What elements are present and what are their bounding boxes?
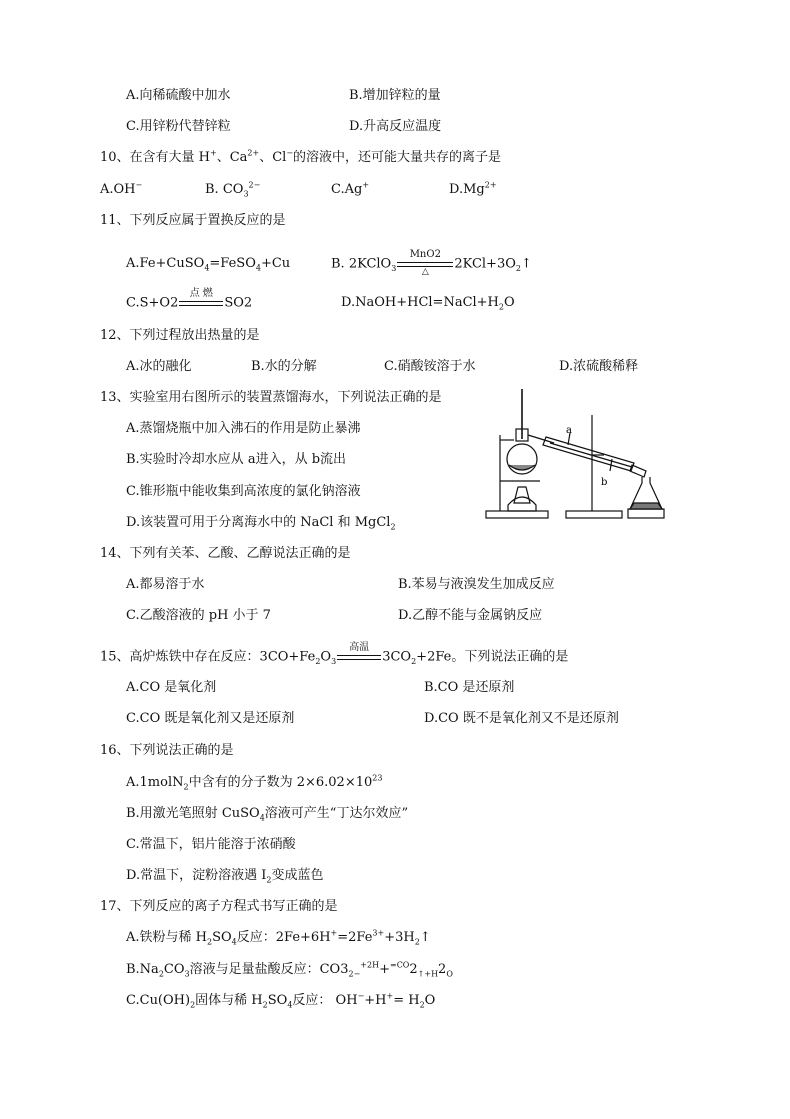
q16-option-b: B.用激光笔照射 CuSO$_4$溶液可产生“丁达尔效应” <box>126 806 409 823</box>
reaction-condition-arrow: MnO2 △ <box>397 256 453 272</box>
q15-stem: 15、高炉炼铁中存在反应：$3CO+Fe_2O_3$ 高温 $3CO_2+2Fe$。下列说法正确的是 <box>100 642 569 667</box>
q17-option-a: A.铁粉与稀 $H_2SO_4$反应：$2Fe+6H^+=2Fe^{3+}+3H_2↑$ <box>126 928 431 947</box>
label-b: b <box>601 477 608 488</box>
q14-option-b: B.苯易与液溴发生加成反应 <box>398 577 555 592</box>
alcohol-lamp <box>514 487 530 503</box>
q10-stem: 10、在含有大量 H+、$Ca^{2+}$、Cl−的溶液中，还可能大量共存的离子是 <box>100 148 502 165</box>
q15-option-d: D.CO 既不是氧化剂又不是还原剂 <box>424 711 619 726</box>
q12-option-c: C.硝酸铵溶于水 <box>384 359 476 374</box>
distillation-apparatus-figure <box>484 385 674 523</box>
q16-stem: 16、下列说法正确的是 <box>100 743 234 758</box>
q12-option-a: A.冰的融化 <box>126 359 192 374</box>
q15-option-a: A.CO 是氧化剂 <box>126 680 217 695</box>
q10-option-d: $D.Mg^{2+}$ <box>449 180 497 197</box>
q15-option-b: B.CO 是还原剂 <box>424 680 515 695</box>
q9-option-c: C.用锌粉代替锌粒 <box>126 119 231 134</box>
q14-stem: 14、下列有关苯、乙酸、乙醇说法正确的是 <box>100 546 351 561</box>
q11-option-d: $D.NaOH+HCl=NaCl+H_2O$ <box>341 295 515 312</box>
left-stand-base <box>486 511 548 518</box>
reaction-condition-arrow: 高温 <box>337 649 381 665</box>
q14-option-d: D.乙醇不能与金属钠反应 <box>398 608 543 623</box>
q17-stem: 17、下列反应的离子方程式书写正确的是 <box>100 899 338 914</box>
q12-stem: 12、下列过程放出热量的是 <box>100 328 260 343</box>
q13-option-b: B.实验时冷却水应从 a进入，从 b流出 <box>126 452 347 467</box>
q10-option-b: B. $CO_3^{2-}$ <box>205 180 261 199</box>
q9-option-d: D.升高反应温度 <box>349 119 442 134</box>
q17-option-b: $B.Na_2CO_3$溶液与足量盐酸反应：$CO3_{2-}^{+2H}+^{=CO}2_{↑+H}2_O$ <box>126 960 453 979</box>
label-a: a <box>566 425 572 436</box>
collection-base <box>628 509 664 518</box>
q16-option-d: D.常温下，淀粉溶液遇 $I_2$变成蓝色 <box>126 868 324 885</box>
q14-option-a: A.都易溶于水 <box>126 577 205 592</box>
q10-option-a: A.OH− <box>100 180 143 197</box>
q17-option-c: $C.Cu(OH)_2$固体与稀 $H_2SO_4$反应： $OH^-+H^+= H_2O$ <box>126 991 436 1010</box>
q14-option-c: C.乙酸溶液的 pH 小于 7 <box>126 608 271 623</box>
q11-option-b: B. 2KClO$_3$ MnO2 △ $2KCl+3O_2↑$ <box>331 249 532 277</box>
right-stand-base <box>566 511 622 518</box>
q15-option-c: C.CO 既是氧化剂又是还原剂 <box>126 711 295 726</box>
q9-option-a: A.向稀硫酸中加水 <box>126 88 231 103</box>
q13-stem: 13、实验室用右图所示的装置蒸馏海水，下列说法正确的是 <box>100 390 442 405</box>
q10-option-c: C.Ag+ <box>331 180 370 197</box>
q12-option-d: D.浓硫酸稀释 <box>559 359 639 374</box>
q13-option-d: D.该装置可用于分离海水中的 NaCl 和 MgCl$_2$ <box>126 515 396 532</box>
q12-option-b: B.水的分解 <box>251 359 317 374</box>
q11-stem: 11、下列反应属于置换反应的是 <box>100 213 286 228</box>
reaction-condition-arrow: 点 燃 <box>179 295 223 311</box>
q13-option-c: C.锥形瓶中能收集到高浓度的氯化钠溶液 <box>126 484 361 499</box>
q16-option-c: C.常温下，铝片能溶于浓硝酸 <box>126 837 296 852</box>
q11-option-a: A.Fe+CuSO$_4$=FeSO$_4$+Cu <box>126 256 291 273</box>
q11-option-c: C.S+O2 点 燃 SO2 <box>126 288 253 311</box>
q13-option-a: A.蒸馏烧瓶中加入沸石的作用是防止暴沸 <box>126 421 361 436</box>
q9-option-b: B.增加锌粒的量 <box>349 88 441 103</box>
q16-option-a: A.1molN$_2$中含有的分子数为 $2\times 6.02\times 10^{23}$ <box>126 773 383 792</box>
